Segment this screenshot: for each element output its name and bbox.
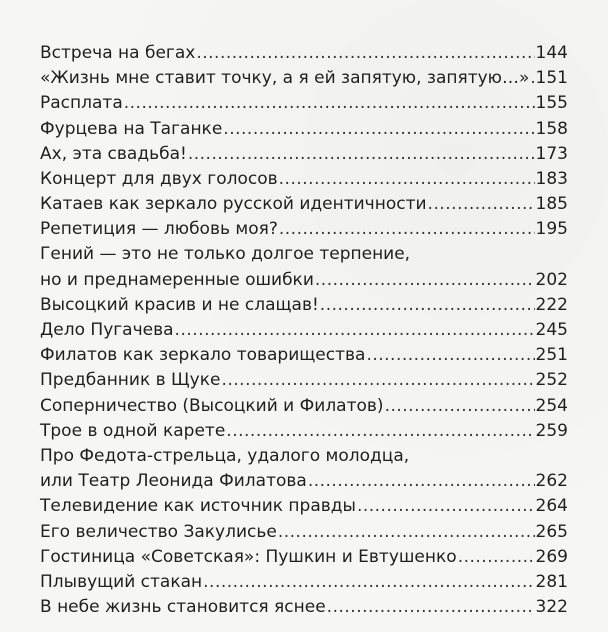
toc-entry-line xyxy=(40,142,568,167)
toc-page-number: 195 xyxy=(535,219,568,240)
toc-entry xyxy=(40,545,568,570)
toc-entry-title: Расплата xyxy=(40,93,123,114)
toc-entry-line xyxy=(40,243,568,268)
toc-entry-title: но и преднамеренные ошибки xyxy=(40,269,314,290)
dot-leader xyxy=(203,570,534,595)
toc-entry-title: Трое в одной карете xyxy=(40,420,226,441)
toc-page-number: 155 xyxy=(535,93,568,114)
toc-entry-title: Репетиция — любовь моя? xyxy=(40,219,278,240)
toc-entry xyxy=(40,91,568,116)
toc-entry-line xyxy=(40,293,568,318)
toc-page-number: 245 xyxy=(535,320,568,341)
toc-page-number: 252 xyxy=(535,370,568,391)
toc-page-number: 151 xyxy=(535,68,568,89)
toc-entry xyxy=(40,66,568,91)
toc-page-number: 251 xyxy=(535,345,568,366)
toc-entry xyxy=(40,293,568,318)
toc-entry-title: Ах, эта свадьба! xyxy=(40,143,187,164)
toc-page-number: 222 xyxy=(535,294,568,315)
toc-entry-line xyxy=(40,570,568,595)
dot-leader xyxy=(357,494,535,519)
toc-entry-title: Высоцкий красив и не слащав! xyxy=(40,294,319,315)
dot-leader xyxy=(428,192,535,217)
toc-entry-title: Гений — это не только долгое терпение, xyxy=(40,244,411,265)
toc-entry-line xyxy=(40,91,568,116)
toc-page-number: 269 xyxy=(535,546,568,567)
toc-entry-line xyxy=(40,343,568,368)
toc-entry xyxy=(40,192,568,217)
toc-page-number: 183 xyxy=(535,168,568,189)
toc-entry-title: В небе жизнь становится яснее xyxy=(40,597,326,618)
dot-leader xyxy=(124,91,535,116)
toc-entry-line xyxy=(40,545,568,570)
toc-entry-title: Соперничество (Высоцкий и Филатов) xyxy=(40,395,384,416)
toc-entry-title: или Театр Леонида Филатова xyxy=(40,471,307,492)
toc-entry xyxy=(40,419,568,444)
toc-entry-title: Концерт для двух голосов xyxy=(40,168,278,189)
toc-entry-line xyxy=(40,268,568,293)
dot-leader xyxy=(320,293,535,318)
toc-page-number: 262 xyxy=(535,471,568,492)
dot-leader xyxy=(221,368,534,393)
toc-entry-line xyxy=(40,394,568,419)
toc-entry xyxy=(40,368,568,393)
dot-leader xyxy=(279,167,535,192)
toc-entry-title: Его величество Закулисье xyxy=(40,521,277,542)
dot-leader xyxy=(175,318,535,343)
toc-page-number: 264 xyxy=(535,496,568,517)
dot-leader xyxy=(458,545,535,570)
toc-entry-line xyxy=(40,469,568,494)
dot-leader xyxy=(530,66,534,91)
toc-entry xyxy=(40,595,568,620)
toc-entry-line xyxy=(40,368,568,393)
dot-leader xyxy=(279,217,535,242)
toc-entry-line xyxy=(40,66,568,91)
toc-entry-line xyxy=(40,192,568,217)
toc-entry-line xyxy=(40,117,568,142)
toc-page-number: 322 xyxy=(535,597,568,618)
dot-leader xyxy=(315,268,535,293)
dot-leader xyxy=(278,520,535,545)
toc-entry-line xyxy=(40,41,568,66)
toc-entry-title: Предбанник в Щуке xyxy=(40,370,221,391)
toc-page-number: 254 xyxy=(535,395,568,416)
toc-entry-line xyxy=(40,419,568,444)
toc-entry xyxy=(40,142,568,167)
toc-entry xyxy=(40,41,568,66)
toc-page-number: 185 xyxy=(535,194,568,215)
toc-entry-title: Телевидение как источник правды xyxy=(40,496,356,517)
toc-entry xyxy=(40,520,568,545)
toc-entry xyxy=(40,243,568,293)
toc-entry xyxy=(40,343,568,368)
toc-entry xyxy=(40,394,568,419)
dot-leader xyxy=(366,343,534,368)
toc-page-number: 265 xyxy=(535,521,568,542)
table-of-contents xyxy=(40,41,568,620)
toc-entry xyxy=(40,217,568,242)
toc-entry-title: Про Федота-стрельца, удалого молодца, xyxy=(40,445,410,466)
dot-leader xyxy=(223,117,534,142)
toc-entry-line xyxy=(40,595,568,620)
toc-entry-line xyxy=(40,217,568,242)
dot-leader xyxy=(226,419,534,444)
toc-entry-title: Дело Пугачева xyxy=(40,320,174,341)
toc-entry-line xyxy=(40,318,568,343)
toc-entry xyxy=(40,494,568,519)
toc-entry-title: «Жизнь мне ставит точку, а я ей запятую, запятую…» xyxy=(40,68,530,89)
toc-entry xyxy=(40,444,568,494)
toc-entry-line xyxy=(40,167,568,192)
dot-leader xyxy=(188,142,535,167)
toc-entry-title: Филатов как зеркало товарищества xyxy=(40,345,366,366)
toc-page-number: 259 xyxy=(535,420,568,441)
toc-entry-line xyxy=(40,444,568,469)
toc-entry-title: Катаев как зеркало русской идентичности xyxy=(40,194,427,215)
toc-page-number: 202 xyxy=(535,269,568,290)
toc-entry-title: Фурцева на Таганке xyxy=(40,118,223,139)
toc-entry xyxy=(40,167,568,192)
dot-leader xyxy=(327,595,535,620)
toc-entry-title: Плывущий стакан xyxy=(40,571,203,592)
toc-page-number: 173 xyxy=(535,143,568,164)
toc-page-number: 281 xyxy=(535,571,568,592)
dot-leader xyxy=(196,41,534,66)
toc-page-number: 158 xyxy=(535,118,568,139)
toc-entry-line xyxy=(40,520,568,545)
toc-entry-title: Гостиница «Советская»: Пушкин и Евтушенко xyxy=(40,546,457,567)
toc-entry xyxy=(40,570,568,595)
toc-page-number: 144 xyxy=(535,42,568,63)
toc-entry xyxy=(40,117,568,142)
dot-leader xyxy=(385,394,535,419)
toc-entry-line xyxy=(40,494,568,519)
toc-entry xyxy=(40,318,568,343)
dot-leader xyxy=(308,469,535,494)
toc-entry-title: Встреча на бегах xyxy=(40,42,196,63)
